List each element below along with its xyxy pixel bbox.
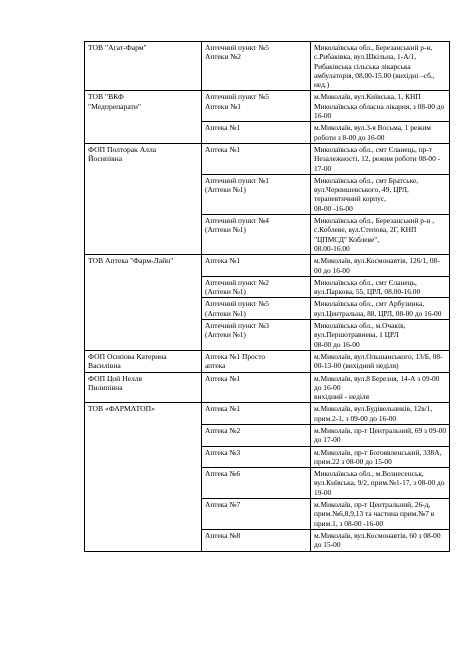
table-row: [85, 143, 450, 174]
pharmacy-point-cell: Аптека №8: [202, 529, 311, 551]
pharmacy-point-cell: Аптека №3: [202, 446, 311, 468]
pharmacy-point-cell: Аптека №7: [202, 499, 311, 530]
organization-cell: ТОВ Аптека "Фарм-Лайн": [85, 255, 202, 351]
address-cell: м.Миколаїв, пр-т Центральний, 69 з 09-00 до 17-00: [311, 424, 450, 446]
pharmacy-point-cell: Аптека №1: [202, 372, 311, 403]
address-cell: Миколаївська обл., смт Єланець, пр-т Незалежності, 12, режим роботи 08-00 - 17-00: [311, 143, 450, 174]
address-cell: м.Миколаїв, вул.Будівельників, 12в/1, прим.2-1, з 09-00 до 16-00: [311, 403, 450, 425]
address-cell: м.Миколаїв, вул.Космонавтів, 60 з 08-00 до 15-00: [311, 529, 450, 551]
address-cell: м.Миколаїв, пр-т Центральний, 26-д, прим.№6,8,9,13 та частина прим.№7 в прим.1, з 08-00 -16-00: [311, 499, 450, 530]
pharmacy-point-cell: Аптечний пункт №5 Аптеки №1: [202, 91, 311, 122]
address-cell: Миколаївська обл., м.Очаків, вул.Першотравнева, 1 ЦРЛ 08-00 до 16-00: [311, 320, 450, 351]
pharmacy-point-cell: Аптечний пункт №5 Аптеки №2: [202, 42, 311, 91]
table-row: [85, 372, 450, 403]
organization-cell: ТОВ «ФАРМАТОП»: [85, 403, 202, 551]
pharmacy-point-cell: Аптека №2: [202, 424, 311, 446]
pharmacy-point-cell: Аптека №1: [202, 122, 311, 144]
address-cell: Миколаївська обл., смт Братське, вул.Чернишевського, 49, ЦРЛ, терапевтичний корпус, 08-00 -16-00: [311, 174, 450, 214]
address-cell: Миколаївська обл., Березанський р-н , с.Коблеве, вул.Степова, 2Г, КНП "ЦПМСД" Коблеве", 08.00-16.00: [311, 215, 450, 255]
organization-cell: ТОВ "ВКФ "Медпрепарати": [85, 91, 202, 143]
pharmacy-point-cell: Аптека №1: [202, 255, 311, 277]
organization-cell: ТОВ "Агат-Фарм": [85, 42, 202, 91]
address-cell: Миколаївська обл., Березанський р-н, с.Рибаківка, вул.Шкільна, 1-А/1, Рибаківська сільська лікарська амбулаторія, 08.00-15.00 (вихідні –сб., нед.): [311, 42, 450, 91]
pharmacy-point-cell: Аптечний пункт №5 (Аптеки №1): [202, 298, 311, 320]
address-cell: м.Миколаїв, вул.8 Березня, 14-А з 09-00 до 16-00 вихідний - неділя: [311, 372, 450, 403]
table-row: [85, 91, 450, 122]
address-cell: Миколаївська обл., смт Арбузинка, вул.Центральна, 88, ЦРЛ, 08-00 до 16-00: [311, 298, 450, 320]
pharmacy-table: [84, 41, 450, 552]
pharmacy-point-cell: Аптека №1 Просто аптека: [202, 350, 311, 372]
address-cell: м.Миколаїв, пр-т Богоявленський, 338А, прим.22 з 08-00 до 15-00: [311, 446, 450, 468]
table-row: [85, 403, 450, 425]
organization-cell: ФОП Полторак Алла Йосипівна: [85, 143, 202, 254]
table-row: [85, 255, 450, 277]
pharmacy-point-cell: Аптечний пункт №2 (Аптеки №1): [202, 276, 311, 298]
organization-cell: ФОП Осипова Катерина Василівна: [85, 350, 202, 372]
table-row: [85, 42, 450, 91]
pharmacy-point-cell: Аптека №1: [202, 143, 311, 174]
address-cell: м.Миколаїв, вул.3-я Восьма, 1 режим роботи з 8-00 до 16-00: [311, 122, 450, 144]
address-cell: Миколаївська обл., м.Вознесенськ, вул.Київська, 9/2, прим.№1-17, з 08-00 до 19-00: [311, 468, 450, 499]
address-cell: Миколаївська обл., смт Єланець, вул.Паркова, 55, ЦРЛ, 08.00-16.00: [311, 276, 450, 298]
table-row: [85, 350, 450, 372]
address-cell: м.Миколаїв, вул.Київська, 1, КНП Миколаївська обласна лікарня, з 08-00 до 16-00: [311, 91, 450, 122]
pharmacy-table-body: [85, 42, 450, 552]
pharmacy-point-cell: Аптечний пункт №3 (Аптеки №1): [202, 320, 311, 351]
pharmacy-point-cell: Аптечний пункт №4 (Аптеки №1): [202, 215, 311, 255]
address-cell: м.Миколаїв, вул.Космонавтів, 126/1, 08-00 до 16-00: [311, 255, 450, 277]
organization-cell: ФОП Цой Нелля Пилипівна: [85, 372, 202, 403]
pharmacy-point-cell: Аптечний пункт №1 (Аптеки №1): [202, 174, 311, 214]
pharmacy-point-cell: Аптека №6: [202, 468, 311, 499]
pharmacy-point-cell: Аптека №1: [202, 403, 311, 425]
address-cell: м.Миколаїв, вул.Ольшанського, 13/Б, 08-00-13-00 (вихідний неділя): [311, 350, 450, 372]
